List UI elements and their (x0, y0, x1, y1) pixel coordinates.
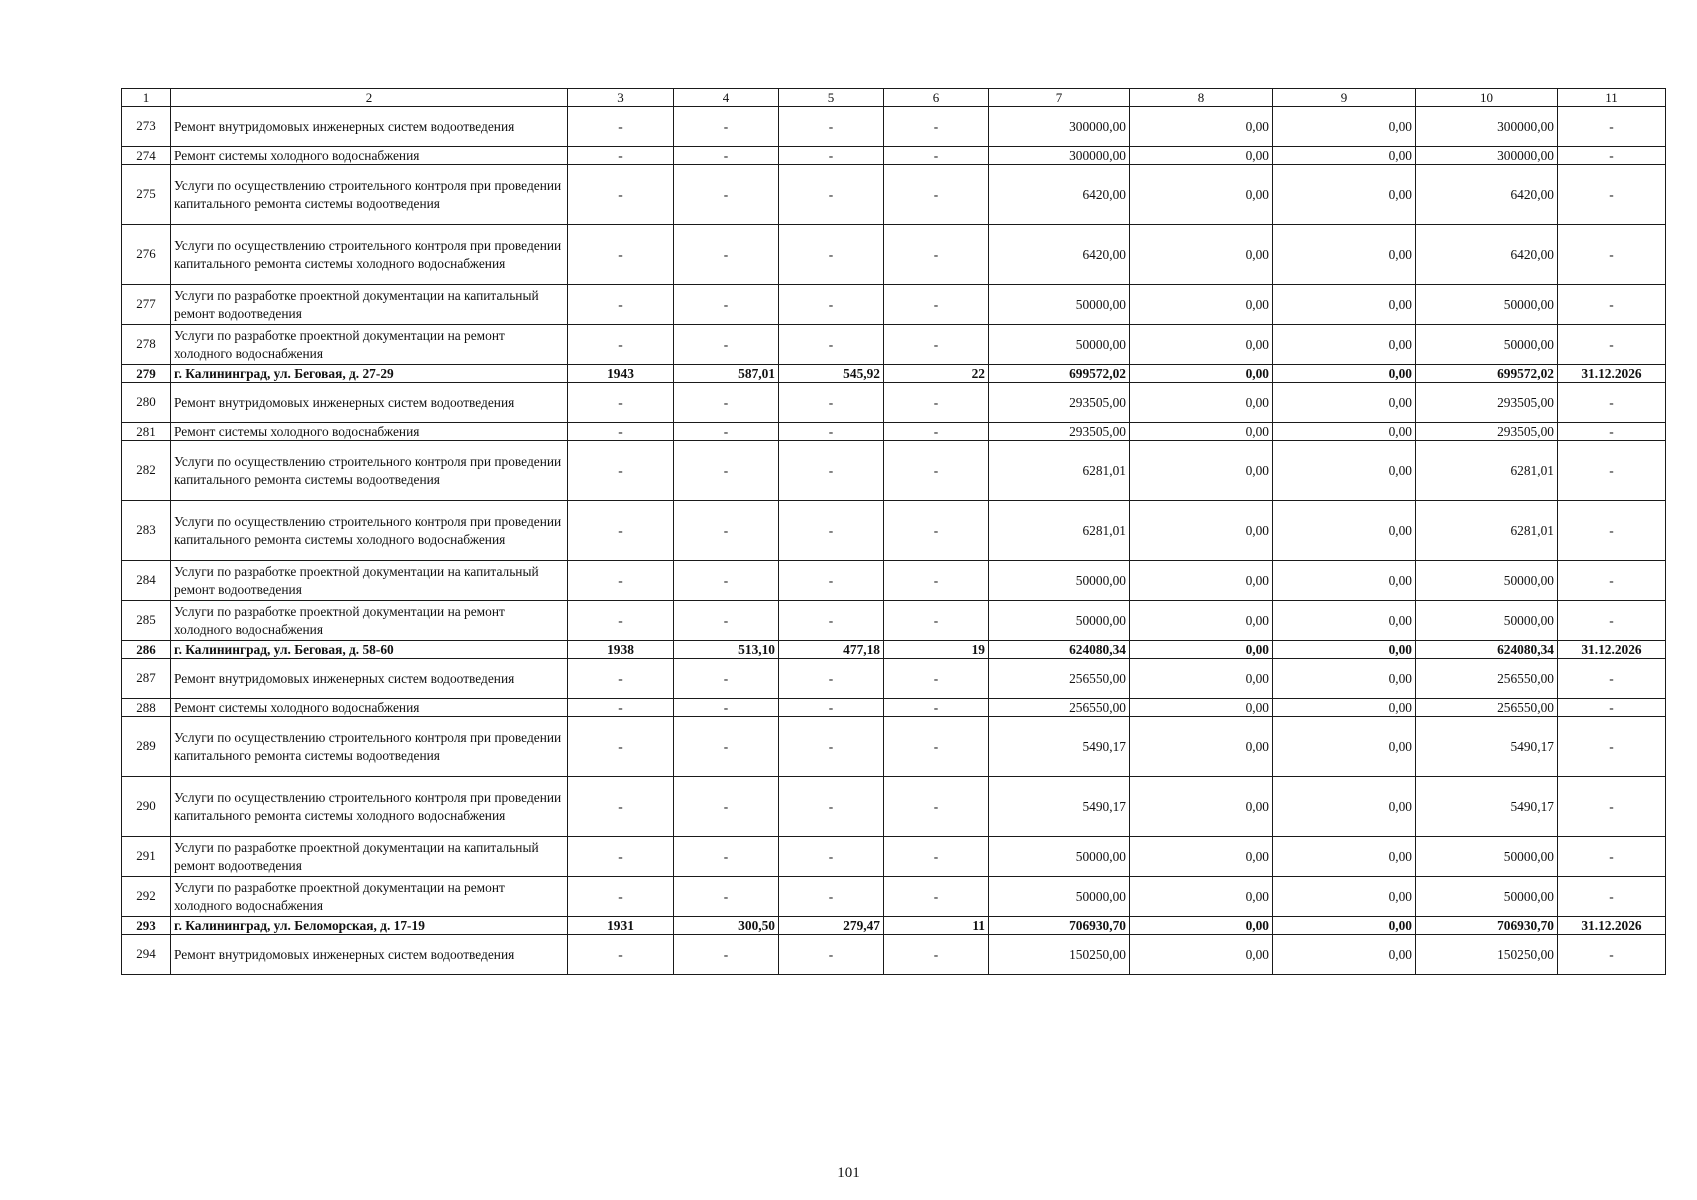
cell-col-8: 0,00 (1130, 777, 1273, 837)
cell-col-8: 0,00 (1130, 325, 1273, 365)
cell-col-7: 6420,00 (989, 165, 1130, 225)
page-number: 101 (837, 1165, 860, 1181)
cell-col-3: - (568, 777, 674, 837)
table-row (122, 383, 1666, 423)
cell-col-8: 0,00 (1130, 501, 1273, 561)
cell-col-8: 0,00 (1130, 717, 1273, 777)
cell-col-10: 300000,00 (1416, 107, 1558, 147)
row-number: 283 (122, 501, 171, 561)
cell-col-11: - (1558, 717, 1666, 777)
cell-col-11: - (1558, 935, 1666, 975)
cell-col-5: - (779, 777, 884, 837)
column-header-6: 6 (884, 89, 989, 107)
cell-col-9: 0,00 (1273, 501, 1416, 561)
work-description: Услуги по разработке проектной документации на ремонт холодного водоснабжения (171, 877, 568, 917)
column-header-2: 2 (171, 89, 568, 107)
cell-col-8: 0,00 (1130, 383, 1273, 423)
cell-col-6: - (884, 877, 989, 917)
cell-col-11: - (1558, 441, 1666, 501)
cell-col-10: 706930,70 (1416, 917, 1558, 935)
cell-col-10: 50000,00 (1416, 285, 1558, 325)
work-description: г. Калининград, ул. Беговая, д. 58-60 (171, 641, 568, 659)
cell-col-6: - (884, 107, 989, 147)
row-number: 276 (122, 225, 171, 285)
table-row (122, 165, 1666, 225)
cell-col-4: - (674, 659, 779, 699)
cell-col-4: 300,50 (674, 917, 779, 935)
cell-col-9: 0,00 (1273, 659, 1416, 699)
cell-col-10: 50000,00 (1416, 601, 1558, 641)
cell-col-10: 150250,00 (1416, 935, 1558, 975)
cell-col-4: - (674, 601, 779, 641)
cell-col-9: 0,00 (1273, 441, 1416, 501)
cell-col-11: - (1558, 501, 1666, 561)
cell-col-10: 5490,17 (1416, 717, 1558, 777)
row-number: 278 (122, 325, 171, 365)
cell-col-6: - (884, 717, 989, 777)
cell-col-7: 50000,00 (989, 285, 1130, 325)
cell-col-5: - (779, 501, 884, 561)
cell-col-11: - (1558, 165, 1666, 225)
cell-col-4: - (674, 165, 779, 225)
cell-col-11: - (1558, 383, 1666, 423)
cell-col-9: 0,00 (1273, 383, 1416, 423)
cell-col-6: - (884, 837, 989, 877)
cell-col-3: - (568, 147, 674, 165)
cell-col-11: - (1558, 423, 1666, 441)
row-number: 290 (122, 777, 171, 837)
cell-col-10: 6420,00 (1416, 225, 1558, 285)
work-description: Ремонт внутридомовых инженерных систем водоотведения (171, 935, 568, 975)
work-description: Услуги по осуществлению строительного контроля при проведении капитального ремонта системы водоотведения (171, 441, 568, 501)
row-number: 273 (122, 107, 171, 147)
cell-col-3: - (568, 423, 674, 441)
cell-col-7: 50000,00 (989, 325, 1130, 365)
cell-col-3: - (568, 383, 674, 423)
cell-col-9: 0,00 (1273, 917, 1416, 935)
cell-col-5: 279,47 (779, 917, 884, 935)
cell-col-8: 0,00 (1130, 917, 1273, 935)
table-row (122, 285, 1666, 325)
work-description: Услуги по осуществлению строительного контроля при проведении капитального ремонта системы водоотведения (171, 165, 568, 225)
cell-col-4: - (674, 441, 779, 501)
row-number: 287 (122, 659, 171, 699)
cell-col-11: - (1558, 561, 1666, 601)
cell-col-7: 6281,01 (989, 441, 1130, 501)
cell-col-3: 1938 (568, 641, 674, 659)
table-row (122, 837, 1666, 877)
cell-col-7: 50000,00 (989, 837, 1130, 877)
cell-col-7: 300000,00 (989, 107, 1130, 147)
cell-col-5: 545,92 (779, 365, 884, 383)
row-number: 274 (122, 147, 171, 165)
cell-col-3: - (568, 717, 674, 777)
cell-col-11: - (1558, 601, 1666, 641)
cell-col-4: - (674, 501, 779, 561)
cell-col-3: - (568, 935, 674, 975)
cell-col-7: 256550,00 (989, 699, 1130, 717)
cell-col-6: - (884, 383, 989, 423)
column-header-8: 8 (1130, 89, 1273, 107)
cell-col-7: 624080,34 (989, 641, 1130, 659)
cell-col-4: 587,01 (674, 365, 779, 383)
cell-col-9: 0,00 (1273, 423, 1416, 441)
cell-col-4: - (674, 225, 779, 285)
repair-program-table (121, 88, 1666, 975)
cell-col-9: 0,00 (1273, 285, 1416, 325)
work-description: Услуги по разработке проектной документации на ремонт холодного водоснабжения (171, 601, 568, 641)
cell-col-11: - (1558, 225, 1666, 285)
cell-col-6: - (884, 165, 989, 225)
row-number: 291 (122, 837, 171, 877)
cell-col-5: - (779, 325, 884, 365)
cell-col-5: - (779, 877, 884, 917)
cell-col-6: - (884, 225, 989, 285)
table-row (122, 325, 1666, 365)
cell-col-3: - (568, 325, 674, 365)
cell-col-3: - (568, 285, 674, 325)
table-row (122, 699, 1666, 717)
cell-col-9: 0,00 (1273, 225, 1416, 285)
cell-col-10: 293505,00 (1416, 383, 1558, 423)
cell-col-6: - (884, 147, 989, 165)
cell-col-9: 0,00 (1273, 699, 1416, 717)
table-body (122, 89, 1666, 975)
row-number: 279 (122, 365, 171, 383)
work-description: Ремонт внутридомовых инженерных систем водоотведения (171, 383, 568, 423)
table-row (122, 659, 1666, 699)
cell-col-11: - (1558, 659, 1666, 699)
work-description: Услуги по осуществлению строительного контроля при проведении капитального ремонта системы холодного водоснабжения (171, 501, 568, 561)
cell-col-8: 0,00 (1130, 165, 1273, 225)
table-row (122, 501, 1666, 561)
row-number: 289 (122, 717, 171, 777)
work-description: Ремонт внутридомовых инженерных систем водоотведения (171, 107, 568, 147)
column-header-4: 4 (674, 89, 779, 107)
column-header-7: 7 (989, 89, 1130, 107)
cell-col-8: 0,00 (1130, 641, 1273, 659)
cell-col-5: 477,18 (779, 641, 884, 659)
cell-col-6: - (884, 561, 989, 601)
cell-col-8: 0,00 (1130, 147, 1273, 165)
cell-col-4: - (674, 717, 779, 777)
cell-col-5: - (779, 147, 884, 165)
table-row (122, 441, 1666, 501)
work-description: Услуги по осуществлению строительного контроля при проведении капитального ремонта системы холодного водоснабжения (171, 777, 568, 837)
cell-col-8: 0,00 (1130, 285, 1273, 325)
row-number: 277 (122, 285, 171, 325)
cell-col-3: - (568, 165, 674, 225)
cell-col-8: 0,00 (1130, 561, 1273, 601)
cell-col-3: - (568, 225, 674, 285)
cell-col-9: 0,00 (1273, 561, 1416, 601)
work-description: Услуги по разработке проектной документации на капитальный ремонт водоотведения (171, 285, 568, 325)
cell-col-11: - (1558, 837, 1666, 877)
cell-col-7: 699572,02 (989, 365, 1130, 383)
cell-col-7: 293505,00 (989, 383, 1130, 423)
column-number-row (122, 89, 1666, 107)
cell-col-6: 11 (884, 917, 989, 935)
cell-col-5: - (779, 383, 884, 423)
cell-col-8: 0,00 (1130, 107, 1273, 147)
cell-col-6: - (884, 441, 989, 501)
cell-col-11: - (1558, 777, 1666, 837)
row-number: 282 (122, 441, 171, 501)
cell-col-6: - (884, 777, 989, 837)
cell-col-8: 0,00 (1130, 365, 1273, 383)
table-row (122, 717, 1666, 777)
work-description: Ремонт системы холодного водоснабжения (171, 147, 568, 165)
row-number: 284 (122, 561, 171, 601)
address-row (122, 365, 1666, 383)
cell-col-10: 6420,00 (1416, 165, 1558, 225)
cell-col-10: 293505,00 (1416, 423, 1558, 441)
cell-col-3: - (568, 659, 674, 699)
cell-col-3: - (568, 877, 674, 917)
cell-col-6: - (884, 423, 989, 441)
cell-col-7: 50000,00 (989, 601, 1130, 641)
cell-col-5: - (779, 285, 884, 325)
cell-col-7: 293505,00 (989, 423, 1130, 441)
cell-col-5: - (779, 423, 884, 441)
cell-col-7: 256550,00 (989, 659, 1130, 699)
work-description: Услуги по осуществлению строительного контроля при проведении капитального ремонта системы водоотведения (171, 717, 568, 777)
cell-col-3: - (568, 837, 674, 877)
cell-col-10: 6281,01 (1416, 501, 1558, 561)
cell-col-11: - (1558, 147, 1666, 165)
column-header-1: 1 (122, 89, 171, 107)
cell-col-9: 0,00 (1273, 325, 1416, 365)
cell-col-5: - (779, 699, 884, 717)
cell-col-9: 0,00 (1273, 777, 1416, 837)
work-description: Ремонт системы холодного водоснабжения (171, 699, 568, 717)
cell-col-10: 50000,00 (1416, 877, 1558, 917)
cell-col-11: - (1558, 877, 1666, 917)
cell-col-8: 0,00 (1130, 699, 1273, 717)
table-row (122, 561, 1666, 601)
cell-col-4: 513,10 (674, 641, 779, 659)
cell-col-10: 300000,00 (1416, 147, 1558, 165)
work-description: г. Калининград, ул. Беломорская, д. 17-19 (171, 917, 568, 935)
cell-col-5: - (779, 561, 884, 601)
cell-col-8: 0,00 (1130, 423, 1273, 441)
row-number: 294 (122, 935, 171, 975)
cell-col-6: - (884, 935, 989, 975)
cell-col-7: 50000,00 (989, 877, 1130, 917)
cell-col-6: - (884, 601, 989, 641)
cell-col-10: 699572,02 (1416, 365, 1558, 383)
work-description: Услуги по разработке проектной документации на капитальный ремонт водоотведения (171, 561, 568, 601)
cell-col-9: 0,00 (1273, 147, 1416, 165)
column-header-3: 3 (568, 89, 674, 107)
cell-col-11: 31.12.2026 (1558, 641, 1666, 659)
cell-col-9: 0,00 (1273, 107, 1416, 147)
cell-col-7: 150250,00 (989, 935, 1130, 975)
cell-col-5: - (779, 441, 884, 501)
cell-col-11: - (1558, 325, 1666, 365)
row-number: 286 (122, 641, 171, 659)
row-number: 285 (122, 601, 171, 641)
cell-col-4: - (674, 935, 779, 975)
cell-col-7: 6281,01 (989, 501, 1130, 561)
work-description: Услуги по осуществлению строительного контроля при проведении капитального ремонта системы холодного водоснабжения (171, 225, 568, 285)
cell-col-8: 0,00 (1130, 935, 1273, 975)
cell-col-10: 256550,00 (1416, 699, 1558, 717)
cell-col-8: 0,00 (1130, 441, 1273, 501)
work-description: Ремонт внутридомовых инженерных систем водоотведения (171, 659, 568, 699)
cell-col-6: 19 (884, 641, 989, 659)
cell-col-3: 1931 (568, 917, 674, 935)
column-header-11: 11 (1558, 89, 1666, 107)
cell-col-3: - (568, 561, 674, 601)
cell-col-5: - (779, 935, 884, 975)
row-number: 281 (122, 423, 171, 441)
cell-col-5: - (779, 107, 884, 147)
cell-col-4: - (674, 107, 779, 147)
cell-col-7: 300000,00 (989, 147, 1130, 165)
address-row (122, 917, 1666, 935)
column-header-10: 10 (1416, 89, 1558, 107)
cell-col-7: 706930,70 (989, 917, 1130, 935)
cell-col-6: - (884, 501, 989, 561)
cell-col-5: - (779, 225, 884, 285)
cell-col-9: 0,00 (1273, 641, 1416, 659)
table-row (122, 601, 1666, 641)
column-header-5: 5 (779, 89, 884, 107)
cell-col-3: - (568, 441, 674, 501)
cell-col-6: - (884, 285, 989, 325)
cell-col-11: - (1558, 107, 1666, 147)
cell-col-11: - (1558, 285, 1666, 325)
cell-col-5: - (779, 601, 884, 641)
row-number: 292 (122, 877, 171, 917)
cell-col-9: 0,00 (1273, 935, 1416, 975)
cell-col-6: - (884, 325, 989, 365)
cell-col-9: 0,00 (1273, 837, 1416, 877)
cell-col-3: - (568, 699, 674, 717)
cell-col-6: 22 (884, 365, 989, 383)
cell-col-7: 5490,17 (989, 717, 1130, 777)
row-number: 293 (122, 917, 171, 935)
row-number: 280 (122, 383, 171, 423)
cell-col-8: 0,00 (1130, 601, 1273, 641)
cell-col-5: - (779, 659, 884, 699)
work-description: Ремонт системы холодного водоснабжения (171, 423, 568, 441)
work-description: Услуги по разработке проектной документации на ремонт холодного водоснабжения (171, 325, 568, 365)
cell-col-8: 0,00 (1130, 837, 1273, 877)
cell-col-4: - (674, 285, 779, 325)
cell-col-3: - (568, 601, 674, 641)
cell-col-5: - (779, 165, 884, 225)
cell-col-3: - (568, 107, 674, 147)
table-row (122, 225, 1666, 285)
cell-col-8: 0,00 (1130, 225, 1273, 285)
row-number: 275 (122, 165, 171, 225)
table-row (122, 877, 1666, 917)
cell-col-10: 50000,00 (1416, 561, 1558, 601)
cell-col-10: 6281,01 (1416, 441, 1558, 501)
cell-col-10: 50000,00 (1416, 325, 1558, 365)
cell-col-4: - (674, 837, 779, 877)
cell-col-3: 1943 (568, 365, 674, 383)
cell-col-7: 50000,00 (989, 561, 1130, 601)
work-description: Услуги по разработке проектной документации на капитальный ремонт водоотведения (171, 837, 568, 877)
table-row (122, 147, 1666, 165)
cell-col-4: - (674, 877, 779, 917)
table-row (122, 107, 1666, 147)
address-row (122, 641, 1666, 659)
cell-col-9: 0,00 (1273, 877, 1416, 917)
cell-col-9: 0,00 (1273, 165, 1416, 225)
cell-col-8: 0,00 (1130, 659, 1273, 699)
work-description: г. Калининград, ул. Беговая, д. 27-29 (171, 365, 568, 383)
cell-col-10: 624080,34 (1416, 641, 1558, 659)
cell-col-11: 31.12.2026 (1558, 365, 1666, 383)
cell-col-4: - (674, 423, 779, 441)
cell-col-11: 31.12.2026 (1558, 917, 1666, 935)
table-row (122, 935, 1666, 975)
cell-col-4: - (674, 147, 779, 165)
cell-col-5: - (779, 717, 884, 777)
column-header-9: 9 (1273, 89, 1416, 107)
cell-col-3: - (568, 501, 674, 561)
cell-col-10: 50000,00 (1416, 837, 1558, 877)
cell-col-7: 6420,00 (989, 225, 1130, 285)
row-number: 288 (122, 699, 171, 717)
cell-col-6: - (884, 659, 989, 699)
cell-col-6: - (884, 699, 989, 717)
cell-col-9: 0,00 (1273, 717, 1416, 777)
cell-col-5: - (779, 837, 884, 877)
cell-col-11: - (1558, 699, 1666, 717)
cell-col-4: - (674, 383, 779, 423)
cell-col-9: 0,00 (1273, 601, 1416, 641)
cell-col-4: - (674, 777, 779, 837)
cell-col-7: 5490,17 (989, 777, 1130, 837)
cell-col-9: 0,00 (1273, 365, 1416, 383)
cell-col-10: 256550,00 (1416, 659, 1558, 699)
cell-col-4: - (674, 561, 779, 601)
cell-col-4: - (674, 699, 779, 717)
cell-col-10: 5490,17 (1416, 777, 1558, 837)
cell-col-8: 0,00 (1130, 877, 1273, 917)
table-row (122, 423, 1666, 441)
table-row (122, 777, 1666, 837)
cell-col-4: - (674, 325, 779, 365)
